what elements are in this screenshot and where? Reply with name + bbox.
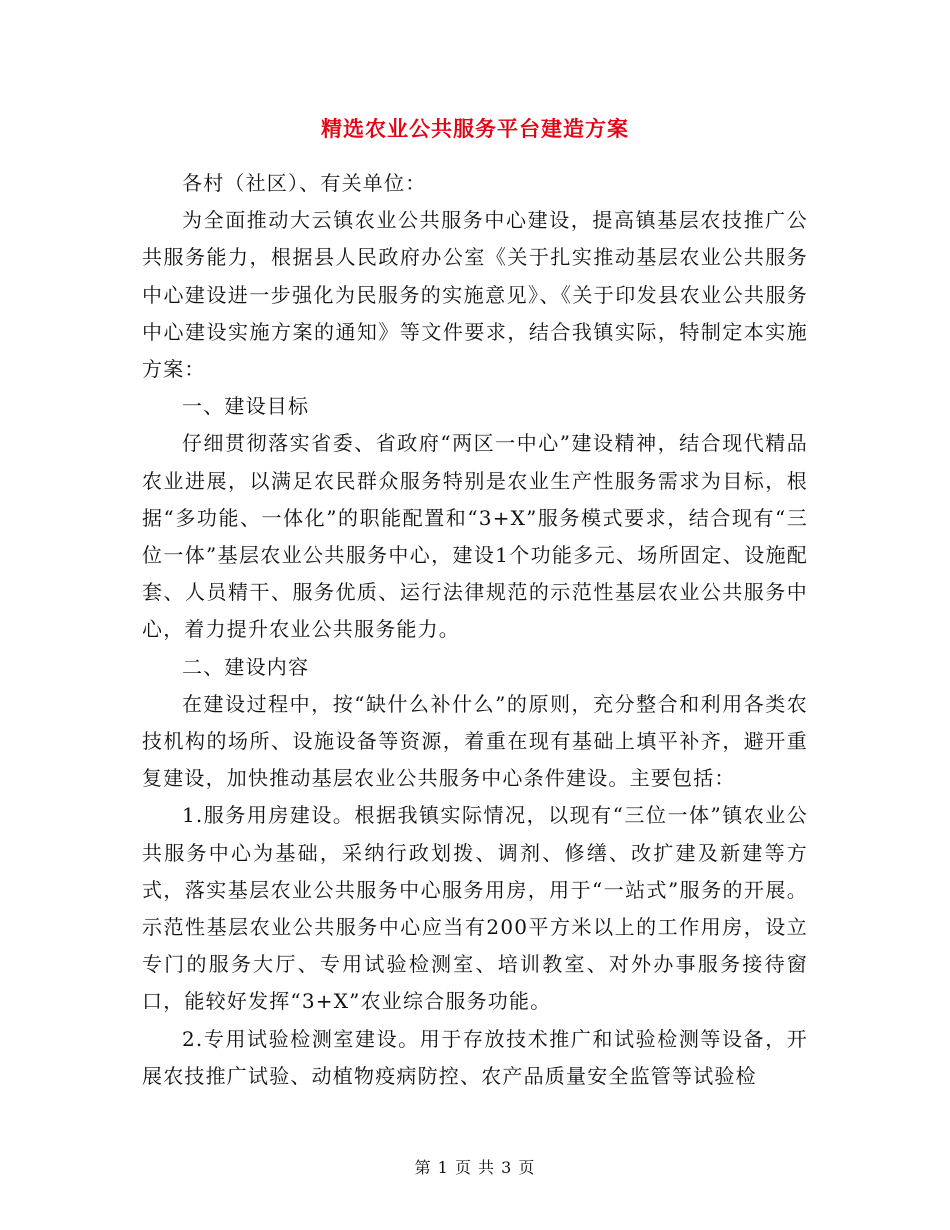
document-title: 精选农业公共服务平台建造方案 <box>321 116 629 141</box>
body-paragraph: 在建设过程中，按“缺什么补什么”的原则，充分整合和利用各类农技机构的场所、设施设备等资源，着重在现有基础上填平补齐，避开重复建设，加快推动基层农业公共服务中心条件建设。主要包括： <box>142 691 808 791</box>
document-body <box>142 165 808 1095</box>
body-paragraph: 为全面推动大云镇农业公共服务中心建设，提高镇基层农技推广公共服务能力，根据县人民政府办公室《关于扎实推动基层农业公共服务中心建设进一步强化为民服务的实施意见》、《关于印发县农业公共服务中心建设实施方案的通知》等文件要求，结合我镇实际，特制定本实施方案： <box>142 208 808 382</box>
body-paragraph: 1.服务用房建设。根据我镇实际情况，以现有“三位一体”镇农业公共服务中心为基础，采纳行政划拨、调剂、修缮、改扩建及新建等方式，落实基层农业公共服务中心服务用房，用于“一站式”服务的开展。示范性基层农业公共服务中心应当有200平方米以上的工作用房，设立专门的服务大厅、专用试验检测室、培训教室、对外办事服务接待窗口，能较好发挥“3+X”农业综合服务功能。 <box>142 803 808 1014</box>
section-heading: 一、建设目标 <box>182 394 310 419</box>
page-footer: 第 1 页 共 3 页 <box>414 1158 536 1177</box>
body-paragraph: 仔细贯彻落实省委、省政府“两区一中心”建设精神，结合现代精品农业进展，以满足农民群众服务特别是农业生产性服务需求为目标，根据“多功能、一体化”的职能配置和“3+X”服务模式要求，结合现有“三位一体”基层农业公共服务中心，建设1个功能多元、场所固定、设施配套、人员精干、服务优质、运行法律规范的示范性基层农业公共服务中心，着力提升农业公共服务能力。 <box>142 431 808 642</box>
salutation-paragraph: 各村（社区）、有关单位： <box>182 171 427 195</box>
body-paragraph: 2.专用试验检测室建设。用于存放技术推广和试验检测等设备，开展农技推广试验、动植物疫病防控、农产品质量安全监管等试验检 <box>142 1026 808 1088</box>
section-heading: 二、建设内容 <box>182 654 310 679</box>
